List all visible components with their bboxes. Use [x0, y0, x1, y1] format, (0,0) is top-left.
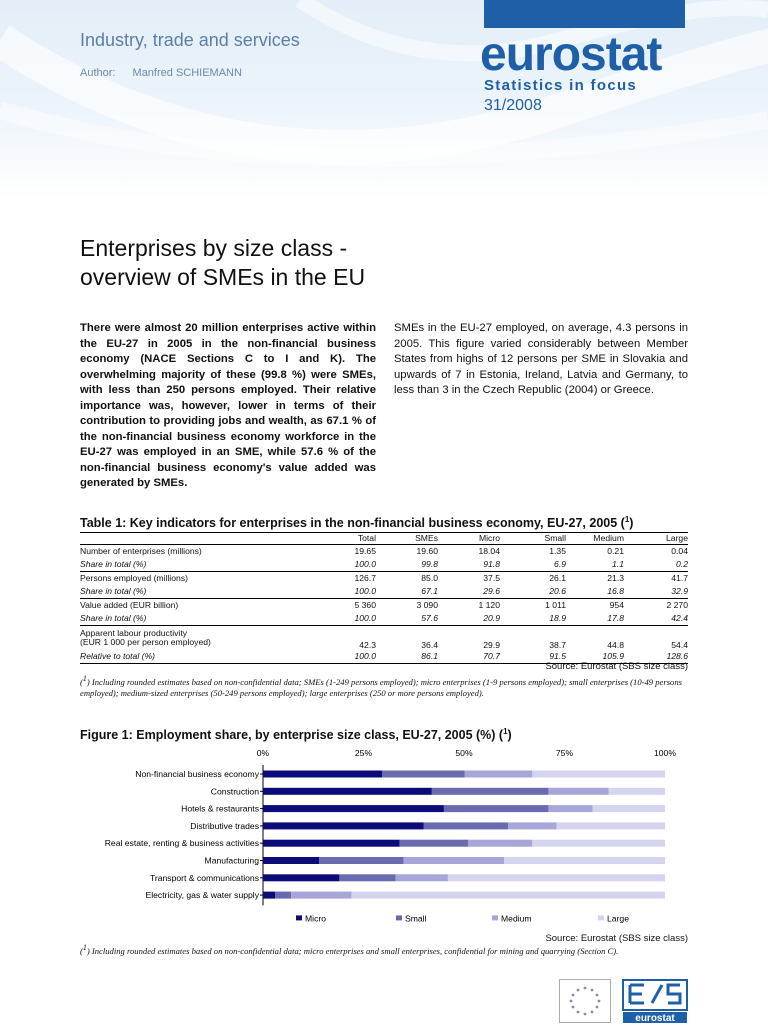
cell: 954 — [609, 599, 624, 610]
bar-segment-large — [351, 892, 665, 899]
cell: 32.9 — [624, 585, 688, 599]
table-row — [80, 585, 688, 599]
legend-label: Medium — [501, 913, 532, 924]
cell: 37.5 — [483, 572, 500, 583]
cell: 126.7 — [354, 572, 376, 583]
bar-segment-micro — [263, 874, 339, 881]
cell: 1 120 — [478, 599, 500, 610]
title-line-2: overview of SMEs in the EU — [80, 264, 366, 290]
cell: 42.4 — [624, 612, 688, 626]
table-row — [80, 626, 688, 651]
cell: 38.7 — [549, 639, 566, 650]
bar-segment-medium — [548, 788, 608, 795]
figure-title-text: Figure 1: Employment share, by enterprise size class, EU-27, 2005 (%) ( — [80, 728, 504, 743]
category-label: Construction — [210, 786, 259, 797]
bar-segment-medium — [291, 892, 351, 899]
footnote-text: Including rounded estimates based on non-confidential data; micro enterprises and small enterprises, confidential for mining and quarrying (Section C). — [89, 945, 619, 956]
cell: 41.7 — [671, 572, 688, 583]
table-row — [80, 558, 688, 572]
category-label: Hotels & restaurants — [181, 803, 259, 814]
cell: 18.04 — [478, 545, 500, 556]
legend-label: Small — [405, 913, 427, 924]
col-header: Micro — [438, 533, 500, 545]
bar-segment-micro — [263, 805, 444, 812]
table-title-note: 1 — [624, 515, 630, 524]
svg-text:eurostat: eurostat — [635, 1013, 675, 1024]
col-header: SMEs — [376, 533, 438, 545]
bar-segment-small — [382, 771, 465, 778]
bar-segment-medium — [465, 771, 533, 778]
table-row — [80, 545, 688, 559]
row-label: Share in total (%) — [80, 558, 308, 572]
figure-title-note: 1 — [503, 727, 508, 736]
cell: 29.9 — [483, 639, 500, 650]
cell: 100.0 — [308, 650, 376, 664]
lead-paragraph: There were almost 20 million enterprises active within the EU-27 in 2005 in the non-financial business economy (NACE Sections C to I and K). The overwhelming majority of these (99.8 %) were SMEs, with less than 250 persons employed. Their relative importance was, however, lower in terms of their contribution to providing jobs and wealth, as 67.1 % of the non-financial business economy workforce in the EU-27 was employed in an SME, while 57.6 % of the non-financial business economy's value added was generated by SMEs. — [80, 322, 376, 489]
body-paragraph: SMEs in the EU-27 employed, on average, 4.3 persons in 2005. This figure varied considerably between Member States from highs of 12 persons per SME in Slovakia and upwards of 7 in Estonia, Ireland, Latvia and Germany, to less than 3 in the Czech Republic (2004) or Greece. — [394, 322, 688, 396]
category-label: Real estate, renting & business activities — [104, 838, 259, 849]
table-header-row — [80, 533, 688, 545]
footnote-mark: 1 — [82, 943, 87, 952]
cell: 29.6 — [438, 585, 500, 599]
row-label: Number of enterprises (millions) — [80, 545, 202, 556]
cell: 57.6 — [376, 612, 438, 626]
cell: 91.8 — [438, 558, 500, 572]
bar-segment-small — [339, 874, 395, 881]
legend-label: Large — [607, 913, 629, 924]
cell: 3 090 — [416, 599, 438, 610]
bar-segment-micro — [263, 822, 424, 829]
bar-segment-micro — [263, 788, 432, 795]
cell: 0.04 — [671, 545, 688, 556]
page-title — [80, 234, 365, 292]
cell: 21.3 — [607, 572, 624, 583]
employment-share-chart — [80, 742, 688, 932]
author-label: Author: — [80, 67, 116, 79]
table-title-text: Table 1: Key indicators for enterprises in the non-financial business economy, EU-27, 2005 ( — [80, 516, 625, 531]
x-tick-label: 0% — [256, 748, 270, 758]
figure-footnote: ($^1$) Including rounded estimates based on non-confidential data; micro enterprises and small enterprises, confidential for mining and quarrying (Section C). — [80, 943, 619, 956]
cell: 17.8 — [566, 612, 624, 626]
eurostat-footer-logo — [622, 979, 688, 1024]
cell: 16.8 — [566, 585, 624, 599]
bar-segment-medium — [468, 840, 532, 847]
category-label: Non-financial business economy — [135, 769, 259, 779]
row-label-line: Apparent labour productivity — [80, 627, 188, 638]
category-label: Distributive trades — [190, 820, 259, 831]
bar-segment-medium — [548, 805, 592, 812]
cell: 2 270 — [666, 599, 688, 610]
legend-swatch — [296, 915, 302, 920]
indicators-table — [80, 532, 688, 664]
cell: 0.2 — [624, 558, 688, 572]
cell: 18.9 — [500, 612, 566, 626]
figure-source: Source: Eurostat (SBS size class) — [545, 933, 688, 944]
x-tick-label: 50% — [455, 748, 473, 758]
cell: 1.1 — [566, 558, 624, 572]
row-label: Share in total (%) — [80, 612, 308, 626]
cell: 67.1 — [376, 585, 438, 599]
table-row — [80, 572, 688, 586]
bar-segment-large — [448, 874, 665, 881]
cell: 20.9 — [438, 612, 500, 626]
cell: 99.8 — [376, 558, 438, 572]
series-name: Statistics in focus — [484, 77, 638, 94]
row-label — [80, 626, 308, 651]
row-label: Persons employed (millions) — [80, 572, 188, 583]
table-footnote: ($^1$) Including rounded estimates based on non-confidential data; SMEs (1-249 persons employed); micro enterprises (1-9 persons employed); small enterprises (10-49 persons employed); medium-sized enterprises (50-249 persons employed); large enterprises (250 or more persons employed). — [80, 674, 682, 698]
author-name: Manfred SCHIEMANN — [132, 67, 242, 79]
col-header: Total — [308, 533, 376, 545]
bar-segment-medium — [396, 874, 448, 881]
cell: 128.6 — [624, 650, 688, 664]
category-label: Manufacturing — [204, 855, 259, 866]
cell: 19.65 — [354, 545, 376, 556]
cell: 70.7 — [438, 650, 500, 664]
col-header: Small — [500, 533, 566, 545]
legend-swatch — [598, 915, 604, 920]
cell: 44.8 — [607, 639, 624, 650]
eu-flag-logo — [559, 979, 611, 1023]
section-title: Industry, trade and services — [80, 30, 300, 50]
eurostat-logo: eurostat — [480, 28, 662, 81]
author-line — [80, 67, 242, 79]
bar-segment-small — [432, 788, 549, 795]
cell: 6.9 — [500, 558, 566, 572]
cell: 36.4 — [421, 639, 438, 650]
figure-title-close: ) — [507, 728, 512, 743]
bar-segment-large — [504, 857, 665, 864]
cell: 85.0 — [421, 572, 438, 583]
footnote-mark: 1 — [82, 674, 87, 683]
cell: 91.5 — [500, 650, 566, 664]
table-title-close: ) — [629, 516, 634, 531]
bar-segment-large — [532, 840, 665, 847]
footnote-text: Including rounded estimates based on non-confidential data; SMEs (1-249 persons employed); micro enterprises (1-9 persons employed); small enterprises (10-49 persons employed); medium-sized enterprises (50-249 persons employed); large enterprises (250 or more persons employed). — [80, 676, 682, 698]
bar-segment-micro — [263, 857, 319, 864]
x-tick-label: 25% — [354, 748, 373, 758]
cell: 100.0 — [308, 558, 376, 572]
col-header: Large — [624, 533, 688, 545]
bar-segment-small — [275, 892, 291, 899]
bar-segment-micro — [263, 771, 382, 778]
legend-swatch — [396, 915, 402, 920]
cell: 86.1 — [376, 650, 438, 664]
cell: 100.0 — [308, 612, 376, 626]
row-label: Relative to total (%) — [80, 650, 308, 664]
cell: 1 011 — [545, 599, 566, 610]
row-label: Value added (EUR billion) — [80, 599, 179, 610]
bar-segment-small — [424, 822, 508, 829]
bar-segment-large — [609, 788, 665, 795]
bar-segment-small — [400, 840, 468, 847]
cell: 26.1 — [549, 572, 566, 583]
bar-segment-medium — [404, 857, 505, 864]
cell: 0.21 — [607, 545, 624, 556]
bar-segment-large — [556, 822, 665, 829]
table-title — [80, 515, 633, 530]
cell: 20.6 — [500, 585, 566, 599]
row-label-line: (EUR 1 000 per person employed) — [80, 637, 211, 647]
col-header: Medium — [566, 533, 624, 545]
x-tick-label: 75% — [555, 748, 574, 758]
bar-segment-micro — [263, 892, 275, 899]
row-label: Share in total (%) — [80, 585, 308, 599]
category-label: Transport & communications — [149, 872, 259, 883]
cell: 54.4 — [671, 639, 688, 650]
cell: 1.35 — [549, 545, 566, 556]
cell: 105.9 — [566, 650, 624, 664]
cell: 5 360 — [354, 599, 376, 610]
table-header-label — [80, 533, 308, 545]
bar-segment-micro — [263, 840, 400, 847]
table-row — [80, 612, 688, 626]
bar-segment-small — [319, 857, 403, 864]
bar-segment-large — [593, 805, 665, 812]
x-tick-label: 100% — [654, 748, 676, 758]
table-source: Source: Eurostat (SBS size class) — [545, 661, 688, 672]
issue-number: 31/2008 — [484, 97, 542, 114]
legend-label: Micro — [305, 913, 327, 924]
cell: 19.60 — [416, 545, 438, 556]
title-line-1: Enterprises by size class - — [80, 235, 348, 261]
cell: 100.0 — [308, 585, 376, 599]
bar-segment-large — [532, 771, 665, 778]
figure-title — [80, 727, 512, 742]
cell: 42.3 — [359, 639, 376, 650]
legend-swatch — [492, 915, 498, 920]
category-label: Electricity, gas & water supply — [145, 890, 259, 901]
bar-segment-medium — [508, 822, 556, 829]
brand-bar — [484, 0, 685, 28]
table-row — [80, 599, 688, 613]
bar-segment-small — [444, 805, 549, 812]
